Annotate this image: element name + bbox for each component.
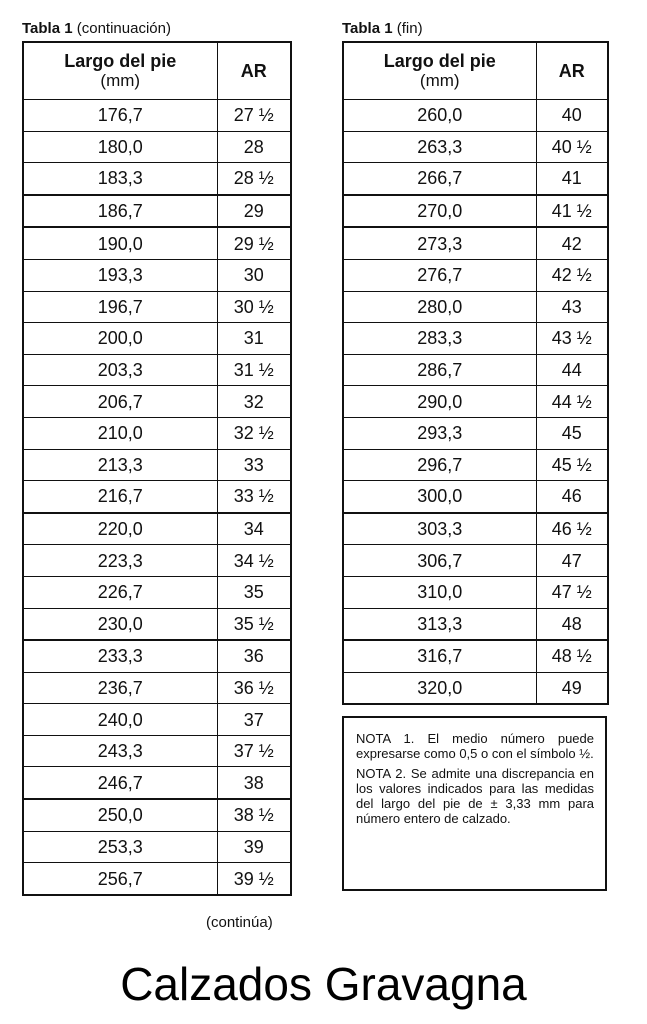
foot-length-cell: 180,0 [23, 131, 217, 163]
table-row [343, 354, 608, 386]
table-row [23, 163, 291, 195]
header-foot-length-unit: (mm) [419, 71, 460, 90]
foot-length-cell: 176,7 [23, 100, 217, 132]
foot-length-cell: 230,0 [23, 608, 217, 640]
foot-length-cell: 223,3 [23, 545, 217, 577]
table-body-right [343, 100, 608, 705]
table-row [343, 227, 608, 259]
foot-length-cell: 303,3 [343, 513, 536, 545]
foot-length-cell: 183,3 [23, 163, 217, 195]
table-row [343, 545, 608, 577]
table-row [343, 513, 608, 545]
table-row [23, 100, 291, 132]
header-foot-length-label: Largo del pie [383, 51, 496, 71]
foot-length-cell: 273,3 [343, 227, 536, 259]
ar-size-cell: 39 ½ [217, 863, 291, 895]
ar-size-cell: 31 [217, 323, 291, 355]
table-row [23, 704, 291, 736]
ar-size-cell: 45 ½ [536, 449, 608, 481]
caption-suffix: (continuación) [76, 20, 171, 37]
foot-length-cell: 276,7 [343, 259, 536, 291]
ar-size-cell: 46 ½ [536, 513, 608, 545]
foot-length-cell: 290,0 [343, 386, 536, 418]
foot-length-cell: 233,3 [23, 640, 217, 672]
ar-size-cell: 46 [536, 481, 608, 513]
caption-title: Tabla 1 [22, 20, 73, 37]
table-row [23, 640, 291, 672]
table-row [23, 481, 291, 513]
ar-size-cell: 38 [217, 767, 291, 799]
ar-size-cell: 34 ½ [217, 545, 291, 577]
foot-length-cell: 270,0 [343, 195, 536, 228]
ar-size-cell: 33 [217, 449, 291, 481]
ar-size-cell: 43 ½ [536, 323, 608, 355]
ar-size-cell: 38 ½ [217, 799, 291, 831]
ar-size-cell: 44 [536, 354, 608, 386]
footer-brand: Calzados Gravagna [120, 958, 527, 1010]
foot-length-cell: 210,0 [23, 417, 217, 449]
ar-size-cell: 35 [217, 576, 291, 608]
foot-length-cell: 190,0 [23, 227, 217, 259]
table-row [23, 417, 291, 449]
ar-size-cell: 31 ½ [217, 354, 291, 386]
foot-length-cell: 203,3 [23, 354, 217, 386]
table-row [343, 195, 608, 228]
table-row [23, 227, 291, 259]
table-row [343, 323, 608, 355]
table-row [23, 831, 291, 863]
foot-length-cell: 246,7 [23, 767, 217, 799]
table-row [23, 291, 291, 323]
table-row [23, 735, 291, 767]
ar-size-cell: 32 [217, 386, 291, 418]
ar-size-cell: 30 [217, 259, 291, 291]
ar-size-cell: 36 [217, 640, 291, 672]
size-table-left [22, 41, 292, 896]
table-row [23, 513, 291, 545]
ar-size-cell: 42 [536, 227, 608, 259]
table-row [343, 291, 608, 323]
table-row [343, 481, 608, 513]
foot-length-cell: 310,0 [343, 576, 536, 608]
ar-size-cell: 49 [536, 672, 608, 704]
ar-size-cell: 37 [217, 704, 291, 736]
foot-length-cell: 216,7 [23, 481, 217, 513]
ar-size-cell: 28 ½ [217, 163, 291, 195]
note-1: NOTA 1. El medio número puede expresarse como 0,5 o con el símbolo ½. [356, 731, 594, 761]
note-2: NOTA 2. Se admite una discrepancia en los valores indicados para las medidas del largo del pie de ± 3,33 mm para número entero de calzado. [356, 766, 594, 826]
header-foot-length-unit: (mm) [100, 71, 141, 90]
table-row [343, 640, 608, 672]
table-row [343, 417, 608, 449]
foot-length-cell: 306,7 [343, 545, 536, 577]
ar-size-cell: 47 [536, 545, 608, 577]
foot-length-cell: 226,7 [23, 576, 217, 608]
ar-size-cell: 48 [536, 608, 608, 640]
table-row [23, 323, 291, 355]
ar-size-cell: 29 ½ [217, 227, 291, 259]
foot-length-cell: 293,3 [343, 417, 536, 449]
foot-length-cell: 286,7 [343, 354, 536, 386]
ar-size-cell: 40 [536, 100, 608, 132]
foot-length-cell: 200,0 [23, 323, 217, 355]
foot-length-cell: 213,3 [23, 449, 217, 481]
foot-length-cell: 313,3 [343, 608, 536, 640]
foot-length-cell: 250,0 [23, 799, 217, 831]
foot-length-cell: 320,0 [343, 672, 536, 704]
table-caption-left [22, 20, 171, 38]
table-row [23, 799, 291, 831]
table-row [23, 195, 291, 228]
table-header-row [343, 42, 608, 100]
foot-length-cell: 193,3 [23, 259, 217, 291]
ar-size-cell: 28 [217, 131, 291, 163]
table-row [23, 863, 291, 895]
table-row [23, 545, 291, 577]
ar-size-cell: 43 [536, 291, 608, 323]
ar-size-cell: 30 ½ [217, 291, 291, 323]
ar-size-cell: 47 ½ [536, 576, 608, 608]
foot-length-cell: 316,7 [343, 640, 536, 672]
table-row [343, 100, 608, 132]
header-ar: AR [217, 42, 291, 100]
ar-size-cell: 42 ½ [536, 259, 608, 291]
table-row [23, 767, 291, 799]
notes-box [342, 716, 607, 891]
table-header-row [23, 42, 291, 100]
table-row [343, 259, 608, 291]
table-row [23, 449, 291, 481]
foot-length-cell: 253,3 [23, 831, 217, 863]
ar-size-cell: 39 [217, 831, 291, 863]
table-row [23, 608, 291, 640]
foot-length-cell: 206,7 [23, 386, 217, 418]
header-foot-length [23, 42, 217, 100]
continues-label: (continúa) [206, 914, 273, 931]
foot-length-cell: 263,3 [343, 131, 536, 163]
foot-length-cell: 266,7 [343, 163, 536, 195]
table-row [23, 131, 291, 163]
ar-size-cell: 33 ½ [217, 481, 291, 513]
foot-length-cell: 236,7 [23, 672, 217, 704]
foot-length-cell: 220,0 [23, 513, 217, 545]
table-row [23, 259, 291, 291]
caption-suffix: (fin) [396, 20, 423, 37]
table-row [343, 449, 608, 481]
table-row [23, 386, 291, 418]
header-ar: AR [536, 42, 608, 100]
foot-length-cell: 300,0 [343, 481, 536, 513]
table-caption-right [342, 20, 423, 38]
ar-size-cell: 40 ½ [536, 131, 608, 163]
foot-length-cell: 186,7 [23, 195, 217, 228]
ar-size-cell: 41 [536, 163, 608, 195]
foot-length-cell: 243,3 [23, 735, 217, 767]
ar-size-cell: 27 ½ [217, 100, 291, 132]
ar-size-cell: 35 ½ [217, 608, 291, 640]
table-row [23, 672, 291, 704]
ar-size-cell: 44 ½ [536, 386, 608, 418]
table-body-left [23, 100, 291, 895]
ar-size-cell: 36 ½ [217, 672, 291, 704]
ar-size-cell: 34 [217, 513, 291, 545]
ar-size-cell: 37 ½ [217, 735, 291, 767]
table-row [343, 672, 608, 704]
ar-size-cell: 32 ½ [217, 417, 291, 449]
table-row [23, 354, 291, 386]
table-row [343, 576, 608, 608]
ar-size-cell: 41 ½ [536, 195, 608, 228]
header-foot-length [343, 42, 536, 100]
foot-length-cell: 296,7 [343, 449, 536, 481]
table-row [23, 576, 291, 608]
table-row [343, 386, 608, 418]
foot-length-cell: 260,0 [343, 100, 536, 132]
table-row [343, 131, 608, 163]
table-row [343, 163, 608, 195]
foot-length-cell: 240,0 [23, 704, 217, 736]
header-foot-length-label: Largo del pie [64, 51, 177, 71]
ar-size-cell: 48 ½ [536, 640, 608, 672]
size-table-right [342, 41, 609, 705]
ar-size-cell: 29 [217, 195, 291, 228]
foot-length-cell: 256,7 [23, 863, 217, 895]
foot-length-cell: 196,7 [23, 291, 217, 323]
foot-length-cell: 280,0 [343, 291, 536, 323]
table-row [343, 608, 608, 640]
caption-title: Tabla 1 [342, 20, 393, 37]
foot-length-cell: 283,3 [343, 323, 536, 355]
ar-size-cell: 45 [536, 417, 608, 449]
